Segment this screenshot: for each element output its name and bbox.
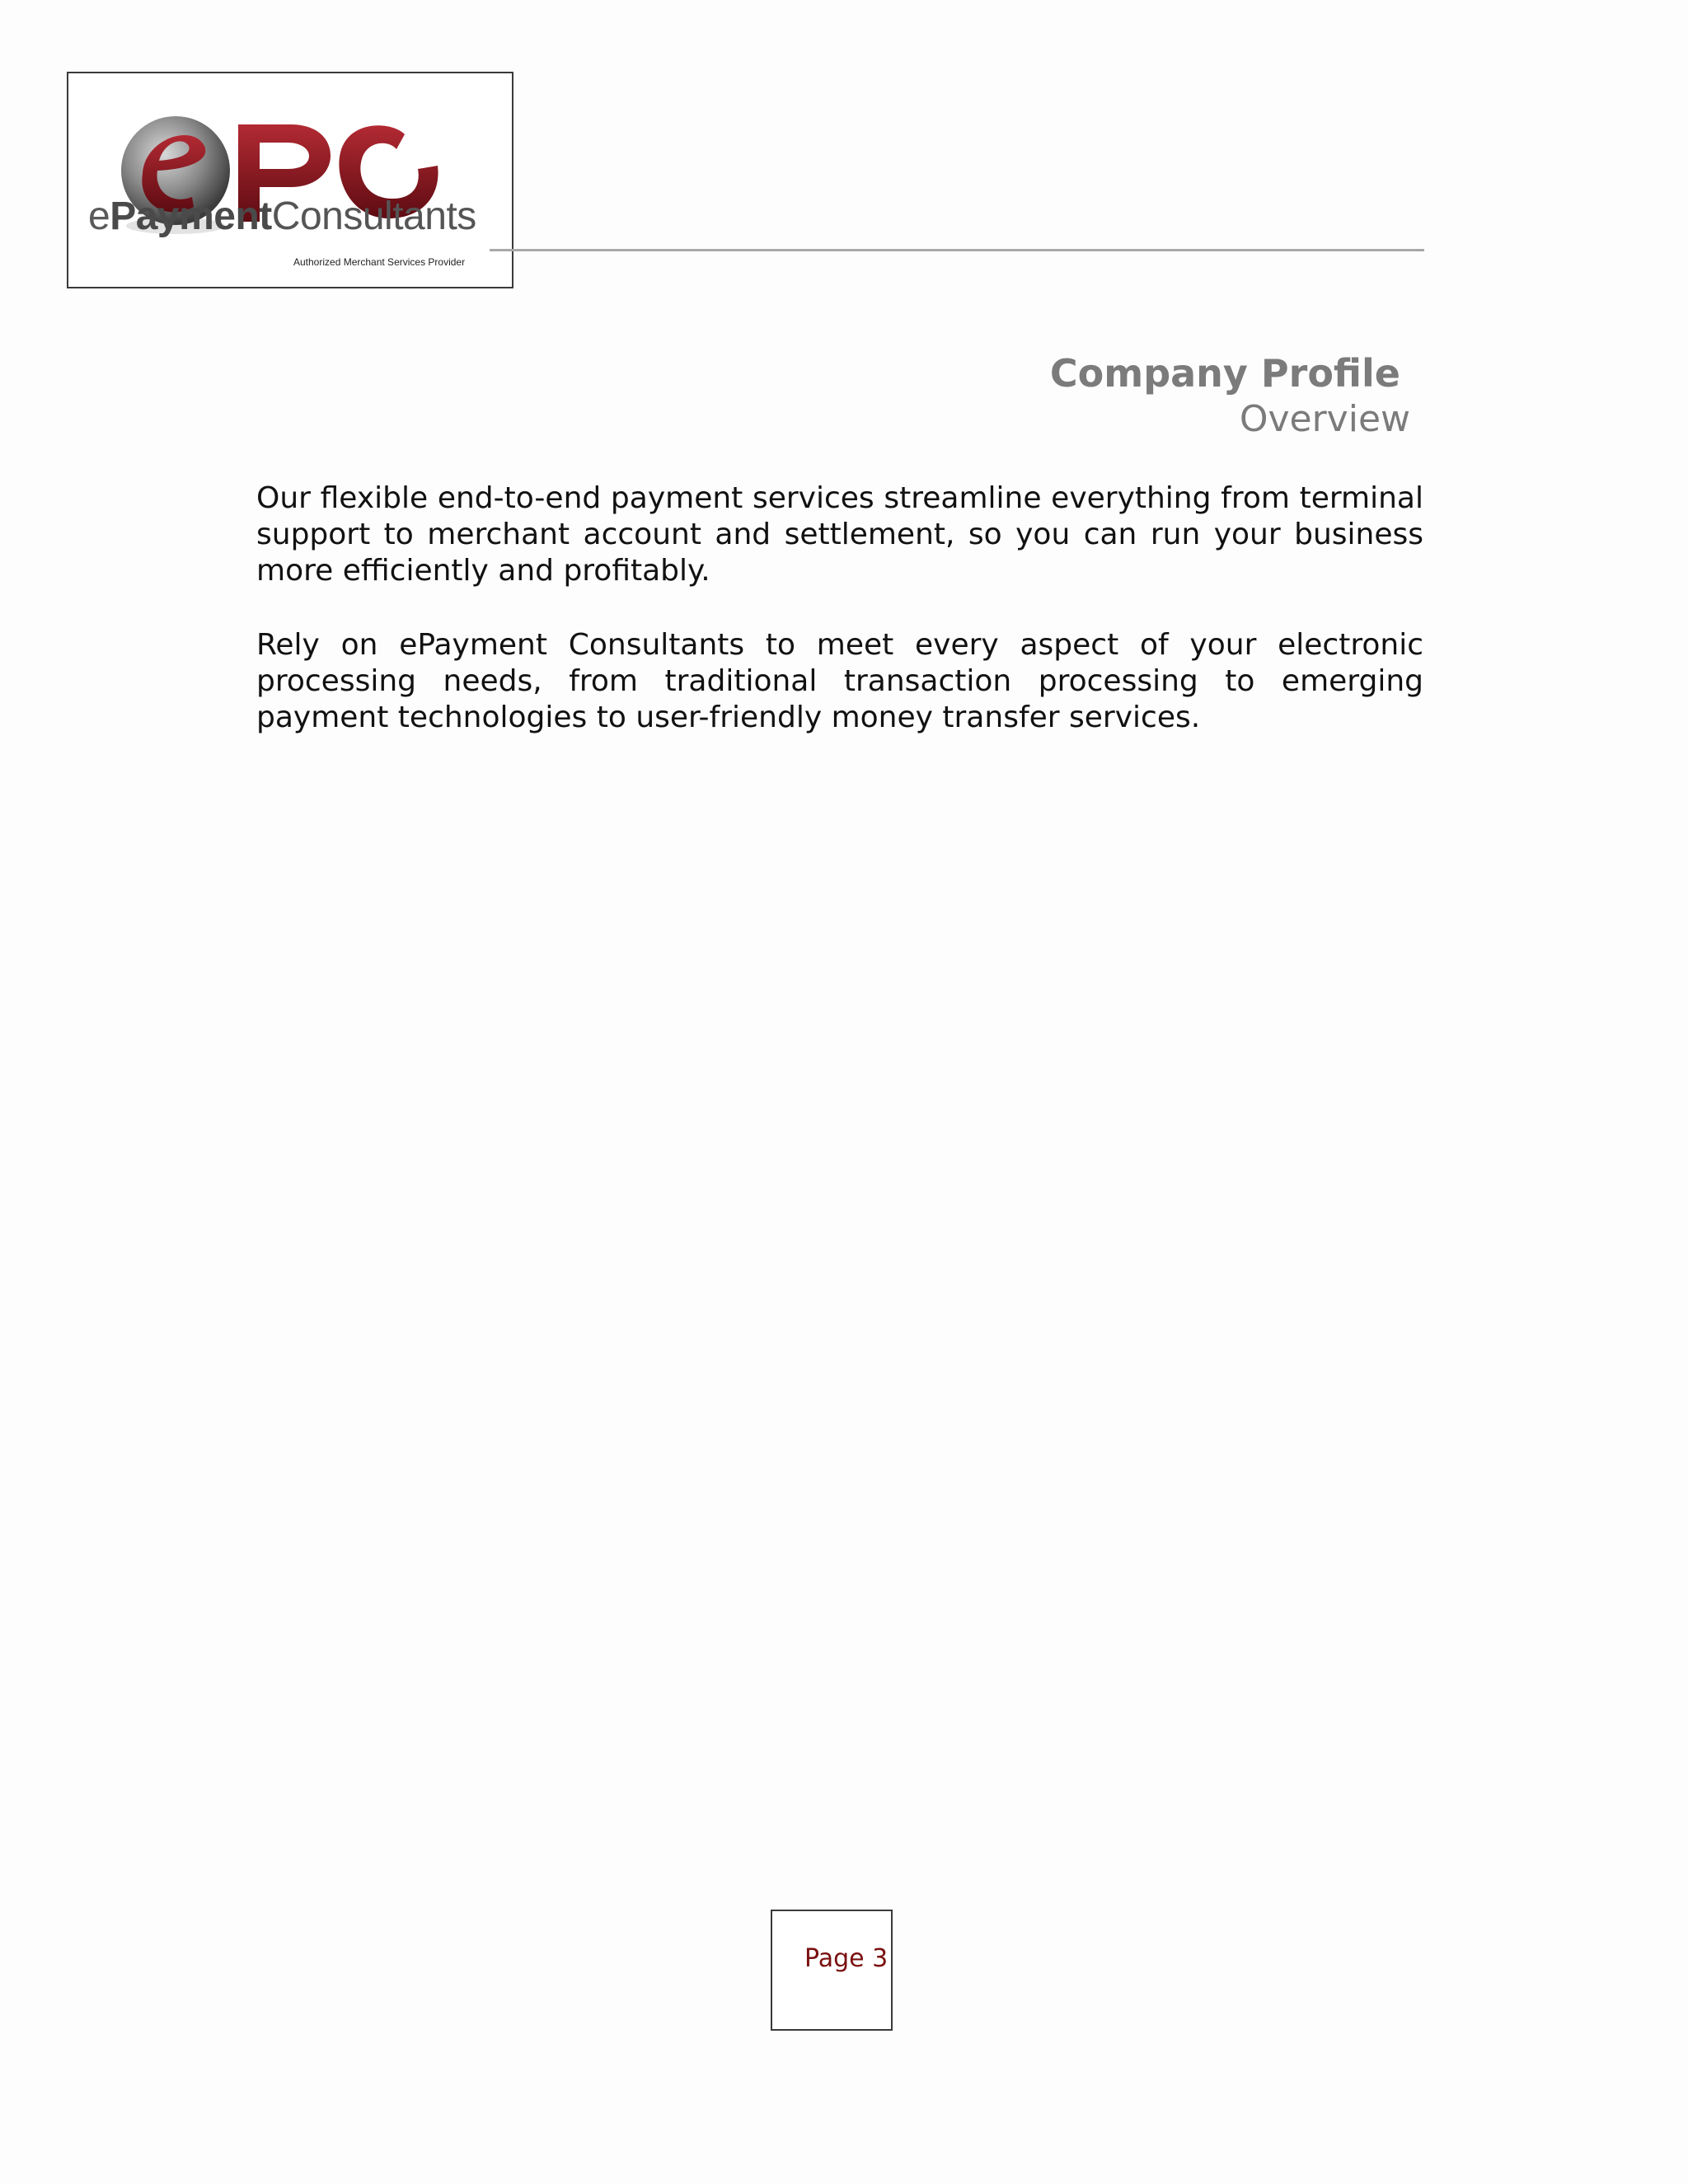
brand-name-part2: Payment — [110, 194, 272, 238]
header-divider — [490, 249, 1424, 251]
brand-name-part1: e — [88, 194, 110, 238]
paragraph-1: Our flexible end-to-end payment services streamline everything from terminal support to merchant account and settlement, so you can run your business more efficiently and profitably. — [256, 481, 1423, 588]
page-number: Page 3 — [804, 1944, 889, 1973]
brand-name — [88, 194, 476, 238]
page-title: Company Profile — [1049, 351, 1400, 396]
page-subtitle: Overview — [1239, 398, 1410, 440]
page-number-box — [771, 1910, 893, 2031]
company-logo — [67, 72, 513, 288]
brand-name-part3: Consultants — [271, 194, 476, 238]
brand-tagline: Authorized Merchant Services Provider — [293, 256, 466, 268]
paragraph-2: Rely on ePayment Consultants to meet every aspect of your electronic processing needs, from traditional transaction processing to emerging payment technologies to user-friendly money transfer services. — [256, 628, 1423, 734]
page-heading — [1050, 350, 1410, 443]
body-content — [256, 480, 1423, 774]
